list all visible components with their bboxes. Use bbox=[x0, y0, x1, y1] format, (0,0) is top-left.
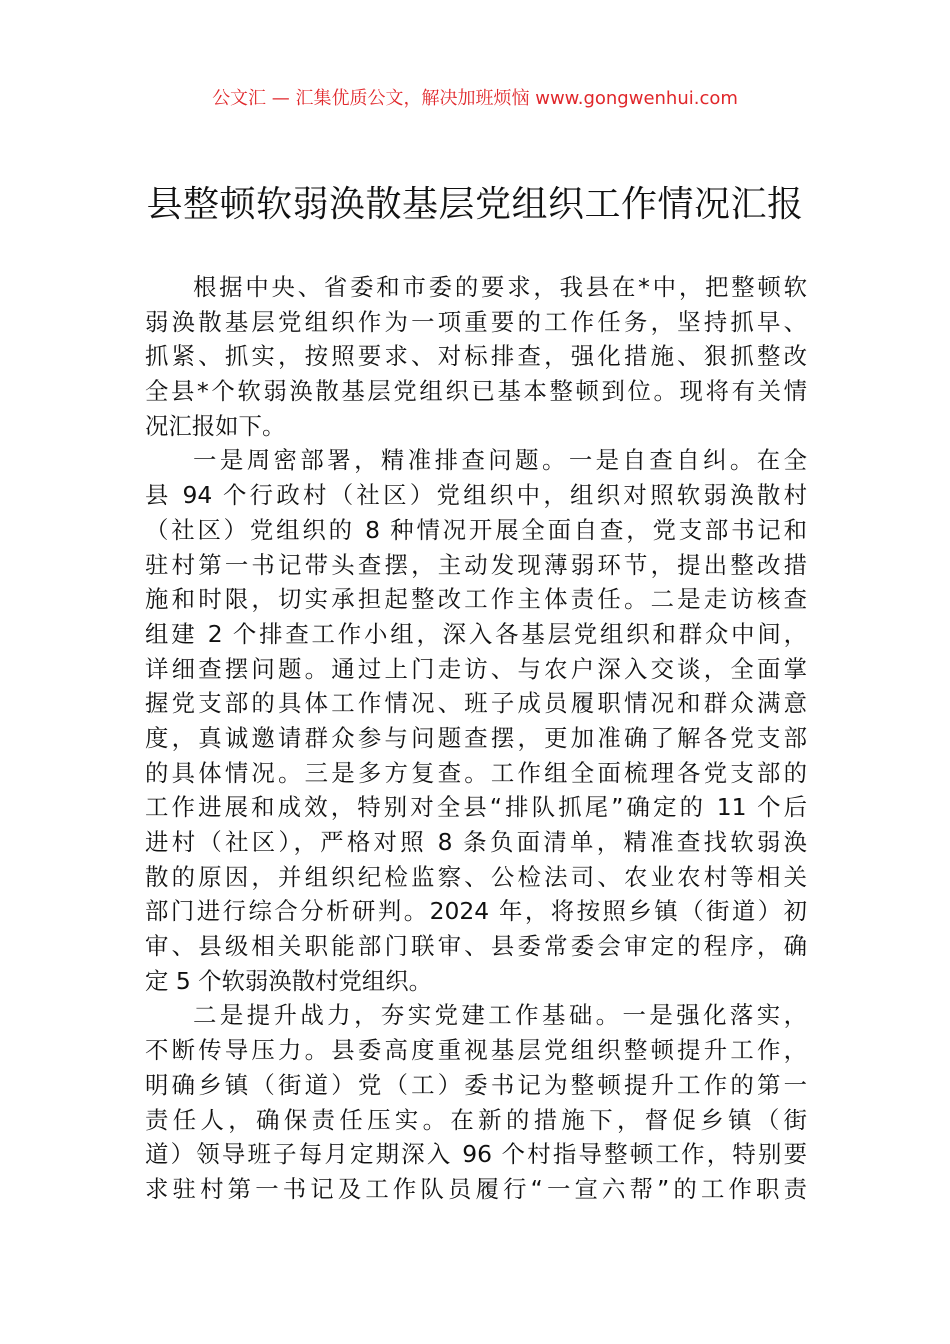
text-line: 握党支部的具体工作情况、班子成员履职情况和群众满意 bbox=[145, 689, 807, 718]
text-line: 工作进展和成效，特别对全县“排队抓尾”确定的 11 个后 bbox=[145, 793, 807, 822]
text-line: 的具体情况。三是多方复查。工作组全面梳理各党支部的 bbox=[145, 758, 807, 787]
paragraph bbox=[145, 443, 807, 998]
text-line: 散的原因，并组织纪检监察、公检法司、农业农村等相关 bbox=[145, 862, 807, 891]
watermark-header: 公文汇 — 汇集优质公文，解决加班烦恼 www.gongwenhui.com bbox=[212, 88, 738, 109]
document-body bbox=[145, 270, 807, 1207]
paragraph bbox=[145, 270, 807, 443]
text-line: 一是周密部署，精准排查问题。一是自查自纠。在全 bbox=[193, 446, 807, 475]
text-line: 明确乡镇（街道）党（工）委书记为整顿提升工作的第一 bbox=[145, 1070, 807, 1099]
text-line: 详细查摆问题。通过上门走访、与农户深入交谈，全面掌 bbox=[145, 654, 807, 683]
text-line: 责任人，确保责任压实。在新的措施下，督促乡镇（街 bbox=[145, 1105, 807, 1134]
text-line: 部门进行综合分析研判。2024 年，将按照乡镇（街道）初 bbox=[145, 897, 807, 926]
text-line: 施和时限，切实承担起整改工作主体责任。二是走访核查 bbox=[145, 585, 807, 614]
text-line: 况汇报如下。 bbox=[145, 411, 286, 440]
text-line: 全县*个软弱涣散基层党组织已基本整顿到位。现将有关情 bbox=[145, 377, 807, 406]
text-line: 审、县级相关职能部门联审、县委常委会审定的程序，确 bbox=[145, 932, 807, 961]
text-line: （社区）党组织的 8 种情况开展全面自查，党支部书记和 bbox=[145, 515, 807, 544]
text-line: 根据中央、省委和市委的要求，我县在*中，把整顿软 bbox=[193, 273, 807, 301]
text-line: 定 5 个软弱涣散村党组织。 bbox=[145, 966, 433, 995]
text-line: 组建 2 个排查工作小组，深入各基层党组织和群众中间， bbox=[145, 619, 807, 648]
text-line: 抓紧、抓实，按照要求、对标排查，强化措施、狠抓整改 bbox=[145, 342, 807, 371]
document-title: 县整顿软弱涣散基层党组织工作情况汇报 bbox=[146, 184, 804, 225]
text-line: 道）领导班子每月定期深入 96 个村指导整顿工作，特别要 bbox=[145, 1140, 807, 1169]
text-line: 县 94 个行政村（社区）党组织中，组织对照软弱涣散村 bbox=[145, 481, 807, 510]
text-line: 求驻村第一书记及工作队员履行“一宣六帮”的工作职责 bbox=[145, 1174, 807, 1203]
text-line: 弱涣散基层党组织作为一项重要的工作任务，坚持抓早、 bbox=[145, 307, 807, 336]
text-line: 不断传导压力。县委高度重视基层党组织整顿提升工作， bbox=[145, 1036, 807, 1065]
text-line: 进村（社区），严格对照 8 条负面清单，精准查找软弱涣 bbox=[145, 828, 807, 856]
text-line: 驻村第一书记带头查摆，主动发现薄弱环节，提出整改措 bbox=[145, 550, 807, 579]
text-line: 二是提升战力，夯实党建工作基础。一是强化落实， bbox=[193, 1001, 807, 1030]
paragraph bbox=[145, 998, 807, 1206]
text-line: 度，真诚邀请群众参与问题查摆，更加准确了解各党支部 bbox=[145, 723, 807, 752]
